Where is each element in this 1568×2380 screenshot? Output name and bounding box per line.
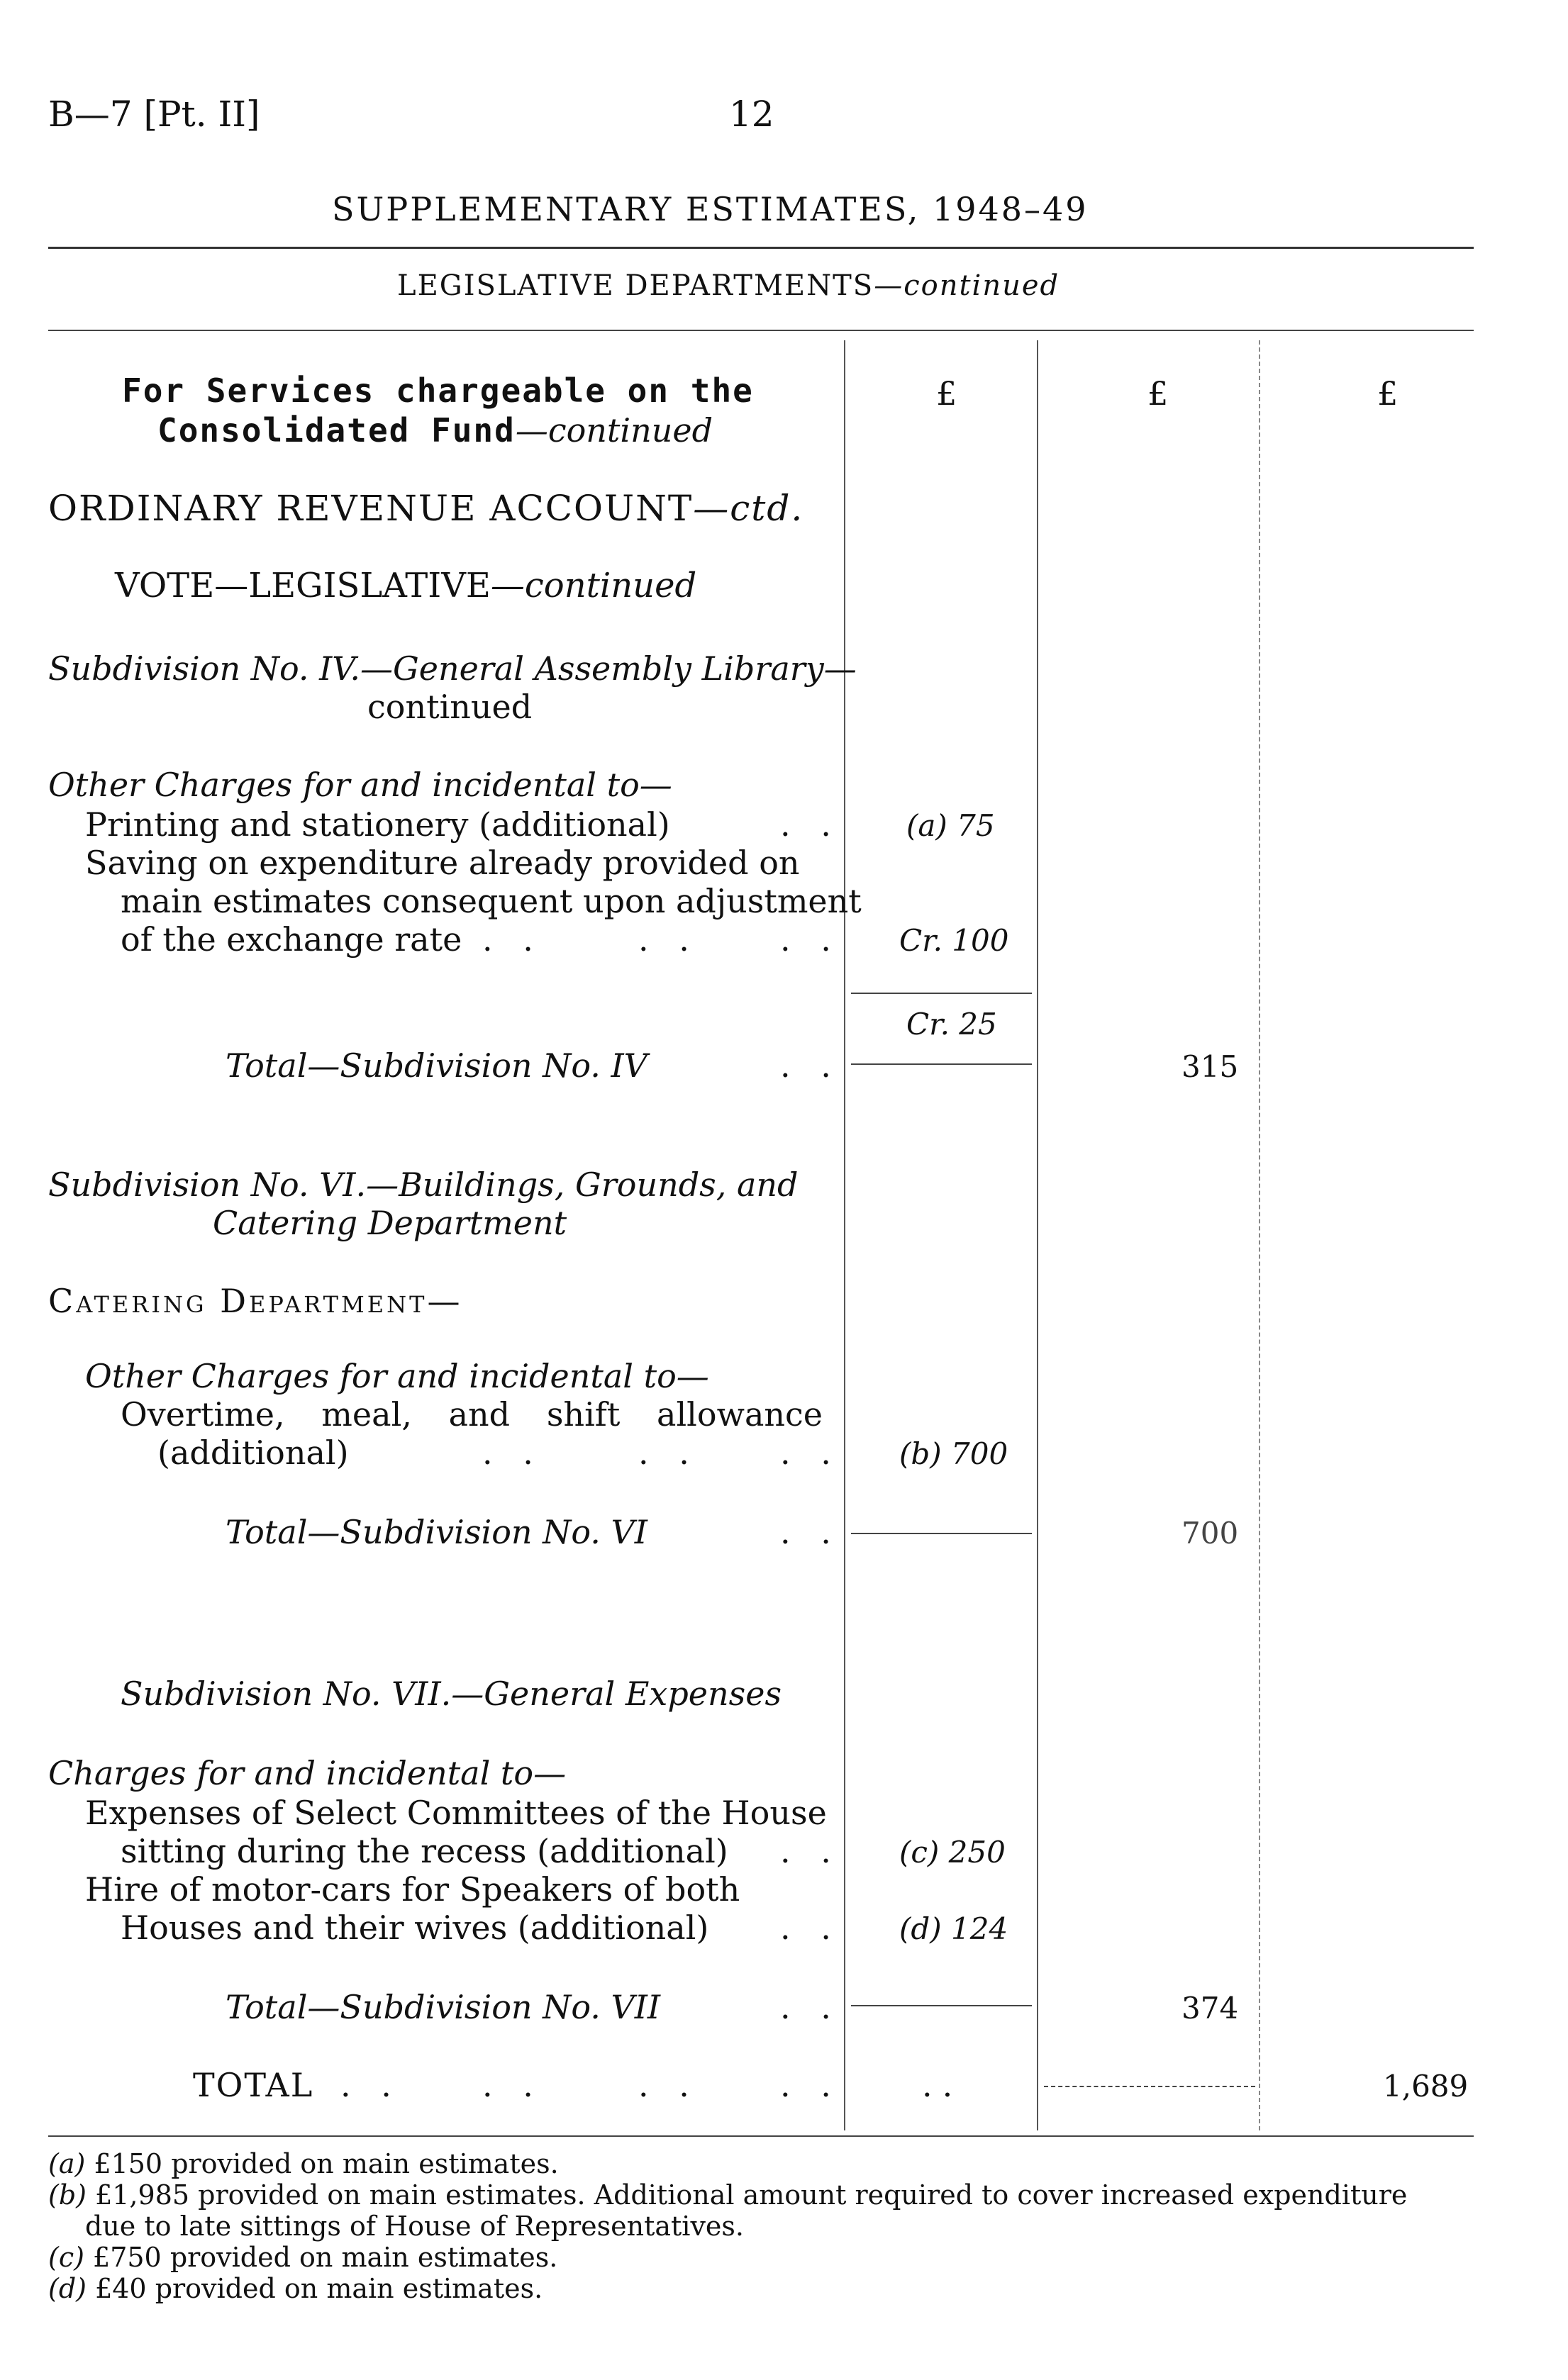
service-heading-line1: For Services chargeable on the xyxy=(122,371,754,410)
leader-dots: . . xyxy=(780,2066,841,2104)
subdivision-iv-item2-value: Cr. 100 xyxy=(899,923,1009,958)
subdivision-vii-item2-line1: Hire of motor-cars for Speakers of both xyxy=(85,1870,740,1909)
page-code: B—7 [Pt. II] xyxy=(48,94,260,135)
grand-total-label: TOTAL xyxy=(193,2066,314,2104)
footnote-c xyxy=(48,2242,557,2273)
total-rule xyxy=(851,2005,1032,2006)
leader-dots: . . xyxy=(780,1434,841,1472)
subdivision-iv-title: Subdivision No. IV.—General Assembly Library— xyxy=(48,649,857,688)
account-heading-italic: —ctd. xyxy=(693,488,804,529)
currency-col3: £ xyxy=(1377,374,1399,413)
account-heading-main: ORDINARY REVENUE ACCOUNT xyxy=(48,488,694,529)
grand-total-col1: .. xyxy=(922,2066,963,2104)
leader-dots: . . xyxy=(482,1434,543,1472)
subdivision-vii-item2-value: (d) 124 xyxy=(899,1911,1008,1946)
subdivision-vi-title-line2: Catering Department xyxy=(213,1204,567,1242)
catering-department-heading: Catering Department— xyxy=(48,1282,463,1320)
footnote-mark: (d) xyxy=(48,2273,87,2304)
column-rule-3 xyxy=(1259,340,1260,2130)
total-rule xyxy=(851,1533,1032,1534)
subdivision-iv-net-value: Cr. 25 xyxy=(906,1007,997,1041)
leader-dots: . . xyxy=(780,1832,841,1870)
subdivision-vi-title-line1: Subdivision No. VI.—Buildings, Grounds, and xyxy=(48,1166,799,1204)
subdivision-vi-item1-word: shift xyxy=(546,1395,621,1434)
subdivision-vi-item1-word: Overtime, xyxy=(121,1395,285,1434)
subdivision-iv-total-label: Total—Subdivision No. IV xyxy=(226,1046,647,1085)
footnote-mark: (a) xyxy=(48,2148,86,2179)
subdivision-vii-title: Subdivision No. VII.—General Expenses xyxy=(121,1675,782,1713)
page-title: SUPPLEMENTARY ESTIMATES, 1948–49 xyxy=(332,190,1089,228)
footnote-text: £150 provided on main estimates. xyxy=(94,2148,559,2179)
subdivision-iv-title-cont: continued xyxy=(367,688,533,726)
footnote-a xyxy=(48,2148,559,2179)
total-rule xyxy=(851,1063,1032,1065)
leader-dots: . . xyxy=(482,2066,543,2104)
service-heading-main: Consolidated Fund xyxy=(157,411,516,449)
leader-dots: . . xyxy=(780,1513,841,1551)
grand-total-value: 1,689 xyxy=(1383,2069,1469,2104)
grand-total-rule xyxy=(1044,2086,1255,2087)
subdivision-vi-item1-word: allowance xyxy=(657,1395,823,1434)
service-heading-italic: —continued xyxy=(515,411,713,449)
footnote-text: £750 provided on main estimates. xyxy=(93,2242,558,2273)
leader-dots: . . xyxy=(340,2066,401,2104)
leader-dots: . . xyxy=(780,920,841,959)
subdivision-vi-item1-line2: (additional) xyxy=(157,1434,349,1472)
section-subtitle xyxy=(397,269,1060,302)
footnote-b xyxy=(48,2179,1407,2211)
subdivision-iv-item2-line1: Saving on expenditure already provided on xyxy=(85,844,800,882)
currency-col1: £ xyxy=(936,374,957,413)
subdivision-vii-total-label: Total—Subdivision No. VII xyxy=(226,1988,661,2026)
footnote-text: due to late sittings of House of Representatives. xyxy=(85,2211,744,2242)
section-subtitle-main: LEGISLATIVE DEPARTMENTS xyxy=(397,269,874,302)
footnote-text: £40 provided on main estimates. xyxy=(95,2273,543,2304)
subdivision-vii-item1-line1: Expenses of Select Committees of the House xyxy=(85,1794,827,1832)
leader-dots: . . xyxy=(780,805,841,844)
footnote-d xyxy=(48,2273,543,2304)
subdivision-vii-item1-line2: sitting during the recess (additional) xyxy=(121,1832,728,1870)
column-rule-1 xyxy=(844,340,845,2130)
vote-heading-italic: —continued xyxy=(490,566,697,605)
leader-dots: . . xyxy=(638,2066,699,2104)
footnote-rule xyxy=(48,2135,1474,2137)
service-heading-line2 xyxy=(157,411,713,449)
subdivision-iv-total-value: 315 xyxy=(1181,1049,1239,1084)
subdivision-vi-item1-value: (b) 700 xyxy=(899,1436,1008,1471)
subtotal-rule xyxy=(851,993,1032,994)
subdivision-iv-item2-line2: main estimates consequent upon adjustment xyxy=(121,882,862,920)
vote-heading-main: VOTE—LEGISLATIVE xyxy=(115,566,491,605)
leader-dots: . . xyxy=(638,920,699,959)
vote-heading xyxy=(115,566,696,605)
subdivision-vii-item2-line2: Houses and their wives (additional) xyxy=(121,1909,709,1947)
subdivision-vi-item1-line1 xyxy=(121,1395,823,1434)
column-rule-2 xyxy=(1037,340,1038,2130)
footnote-mark: (c) xyxy=(48,2242,84,2273)
subdivision-iv-item1-value: (a) 75 xyxy=(906,808,995,843)
footnote-text: £1,985 provided on main estimates. Additional amount required to cover increased expenditure xyxy=(95,2179,1408,2211)
leader-dots: . . xyxy=(482,920,543,959)
subtitle-rule xyxy=(48,330,1474,331)
subdivision-vi-item1-word: meal, xyxy=(321,1395,412,1434)
subdivision-vi-total-label: Total—Subdivision No. VI xyxy=(226,1513,647,1551)
subdivision-iv-group: Other Charges for and incidental to— xyxy=(48,766,672,804)
subdivision-vi-group: Other Charges for and incidental to— xyxy=(85,1357,709,1395)
page-number: 12 xyxy=(729,94,774,135)
subdivision-vii-group: Charges for and incidental to— xyxy=(48,1754,567,1792)
section-subtitle-italic: —continued xyxy=(874,269,1060,302)
footnote-mark: (b) xyxy=(48,2179,87,2211)
leader-dots: . . xyxy=(638,1434,699,1472)
account-heading xyxy=(48,488,804,529)
footnote-b-cont xyxy=(85,2211,744,2242)
subdivision-iv-item2-line3: of the exchange rate xyxy=(121,920,462,959)
title-rule xyxy=(48,247,1474,249)
subdivision-iv-item1: Printing and stationery (additional) xyxy=(85,805,670,844)
subdivision-vii-total-value: 374 xyxy=(1181,1991,1239,2026)
leader-dots: . . xyxy=(780,1988,841,2026)
subdivision-vi-total-value: 700 xyxy=(1181,1516,1239,1551)
leader-dots: . . xyxy=(780,1909,841,1947)
currency-col2: £ xyxy=(1147,374,1169,413)
subdivision-vi-item1-word: and xyxy=(448,1395,511,1434)
subdivision-vii-item1-value: (c) 250 xyxy=(899,1835,1006,1870)
leader-dots: . . xyxy=(780,1046,841,1085)
